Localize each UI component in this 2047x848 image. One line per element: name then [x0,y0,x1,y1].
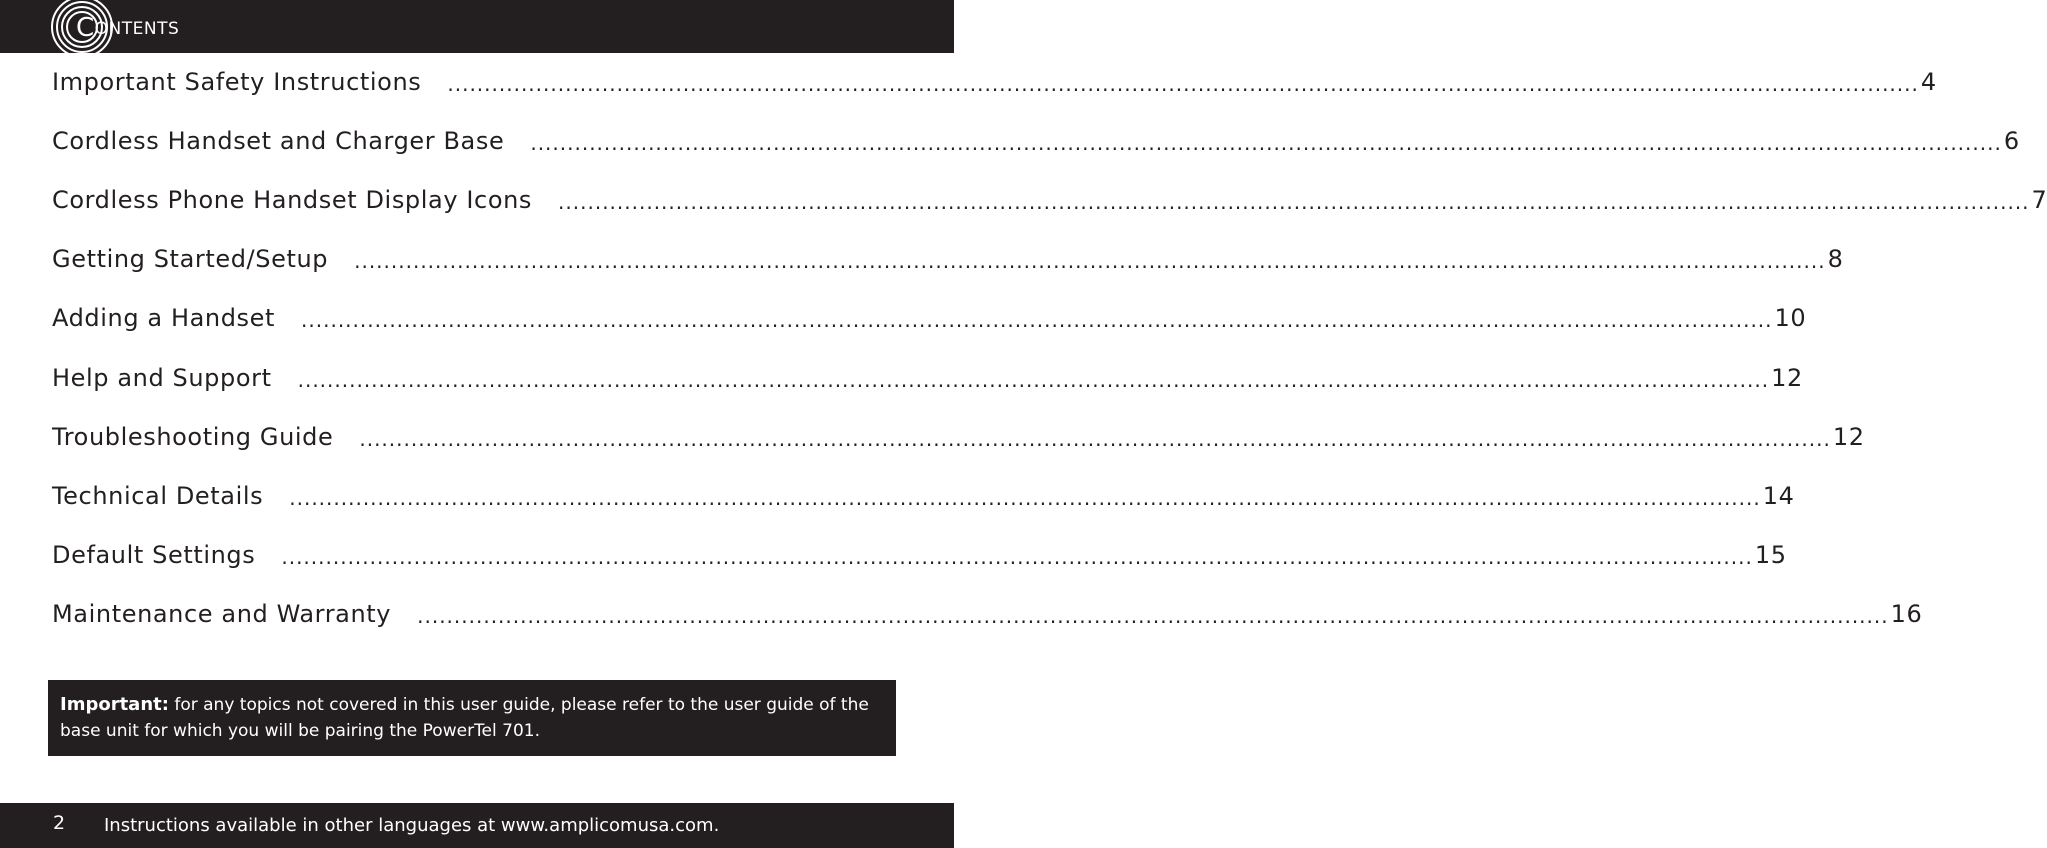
toc-entry-title: Default Settings [52,541,256,570]
toc-entry-page: 12 [1832,422,1865,451]
toc-entry[interactable] [52,170,2047,229]
toc-entry-title: Cordless Handset and Charger Base [52,126,505,155]
toc-entry-page: 4 [1920,67,1937,96]
dot-leader: ........................................................................................................................................................................................................ [359,426,1831,451]
dot-leader: ........................................................................................................................................................................................................ [297,367,1770,392]
toc-entry[interactable] [52,230,1844,289]
toc-entry-page: 6 [2003,126,2020,155]
footer-bar [0,803,954,848]
toc-entry-page: 14 [1762,481,1795,510]
toc-entry-page: 10 [1774,304,1807,333]
dot-leader: ........................................................................................................................................................................................................ [354,249,1826,274]
toc-entry[interactable] [52,407,1865,466]
toc-entry-title: Adding a Handset [52,304,276,333]
dot-leader: ........................................................................................................................................................................................................ [417,604,1889,629]
dot-leader: ........................................................................................................................................................................................................ [447,71,1919,96]
important-note [48,680,896,756]
toc-entry[interactable] [52,466,1795,525]
dot-leader: ........................................................................................................................................................................................................ [530,130,2002,155]
toc-entry-title: Technical Details [52,481,264,510]
toc-entry-page: 12 [1771,363,1803,392]
toc-entry-title: Troubleshooting Guide [52,422,334,451]
table-of-contents [52,52,2047,644]
toc-entry[interactable] [52,289,1807,348]
contents-logo [48,0,208,54]
toc-entry-title: Maintenance and Warranty [52,600,392,629]
contents-heading-initial: C [76,13,95,43]
important-note-label: Important: [60,694,169,715]
dot-leader: ........................................................................................................................................................................................................ [558,189,2030,214]
toc-entry[interactable] [52,348,1803,407]
dot-leader: ........................................................................................................................................................................................................ [289,485,1761,510]
page-number: 2 [53,812,66,834]
toc-entry-title: Cordless Phone Handset Display Icons [52,185,533,214]
toc-entry-page: 15 [1754,541,1787,570]
toc-entry-page: 7 [2031,185,2047,214]
toc-entry-title: Help and Support [52,363,272,392]
footer-text: Instructions available in other languages at www.amplicomusa.com. [104,815,720,836]
toc-entry[interactable] [52,585,1923,644]
contents-heading-rest: ONTENTS [94,19,180,39]
toc-entry-page: 8 [1827,245,1844,274]
dot-leader: ........................................................................................................................................................................................................ [301,308,1773,333]
toc-entry[interactable] [52,111,2020,170]
toc-entry-title: Getting Started/Setup [52,245,329,274]
toc-entry-page: 16 [1890,600,1923,629]
toc-entry[interactable] [52,526,1787,585]
contents-heading [76,13,179,43]
toc-entry-title: Important Safety Instructions [52,67,422,96]
dot-leader: ........................................................................................................................................................................................................ [281,545,1753,570]
important-note-text: for any topics not covered in this user guide, please refer to the user guide of the base unit for which you will be pairing the PowerTel 701. [60,695,869,741]
header-bar [0,0,954,53]
toc-entry[interactable] [52,52,1937,111]
